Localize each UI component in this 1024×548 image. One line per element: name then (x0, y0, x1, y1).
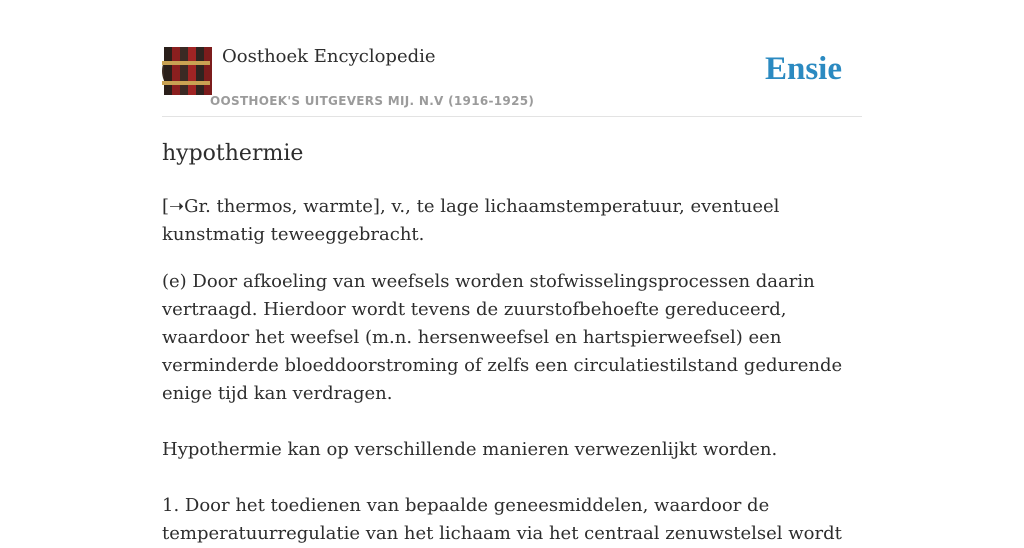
site-header (162, 0, 862, 117)
entry-paragraph: 1. Door het toedienen van bepaalde geneesmiddelen, waardoor de temperatuurregulatie van het lichaam via het centraal zenuwstelsel wordt (162, 495, 842, 544)
entry-body (162, 193, 862, 548)
publisher-label: OOSTHOEK'S UITGEVERS MIJ. N.V (1916-1925) (210, 94, 535, 108)
entry-title: hypothermie (162, 141, 304, 166)
site-name-link[interactable]: Oosthoek Encyclopedie (222, 46, 436, 67)
ensie-logo-link[interactable]: Ensie (764, 51, 842, 87)
page (162, 0, 862, 544)
entry-paragraph: (e) Door afkoeling van weefsels worden stofwisselingsprocessen daarin vertraagd. Hierdoor wordt tevens de zuurstofbehoefte gereduceerd, waardoor het weefsel (m.n. hersenweefsel en hartspierweefsel) een verminderde bloeddoorstroming of zelfs een circulatiestilstand gedurende enige tijd kan verdragen. (162, 271, 843, 404)
paragraph-spacer (162, 464, 862, 492)
paragraph-spacer (162, 408, 862, 436)
book-spines-icon[interactable] (162, 47, 210, 95)
entry-definition: [➝Gr. thermos, warmte], v., te lage lichaamstemperatuur, eventueel kunstmatig teweeggebracht. (162, 196, 780, 245)
entry-paragraph: Hypothermie kan op verschillende manieren verwezenlijkt worden. (162, 439, 778, 460)
